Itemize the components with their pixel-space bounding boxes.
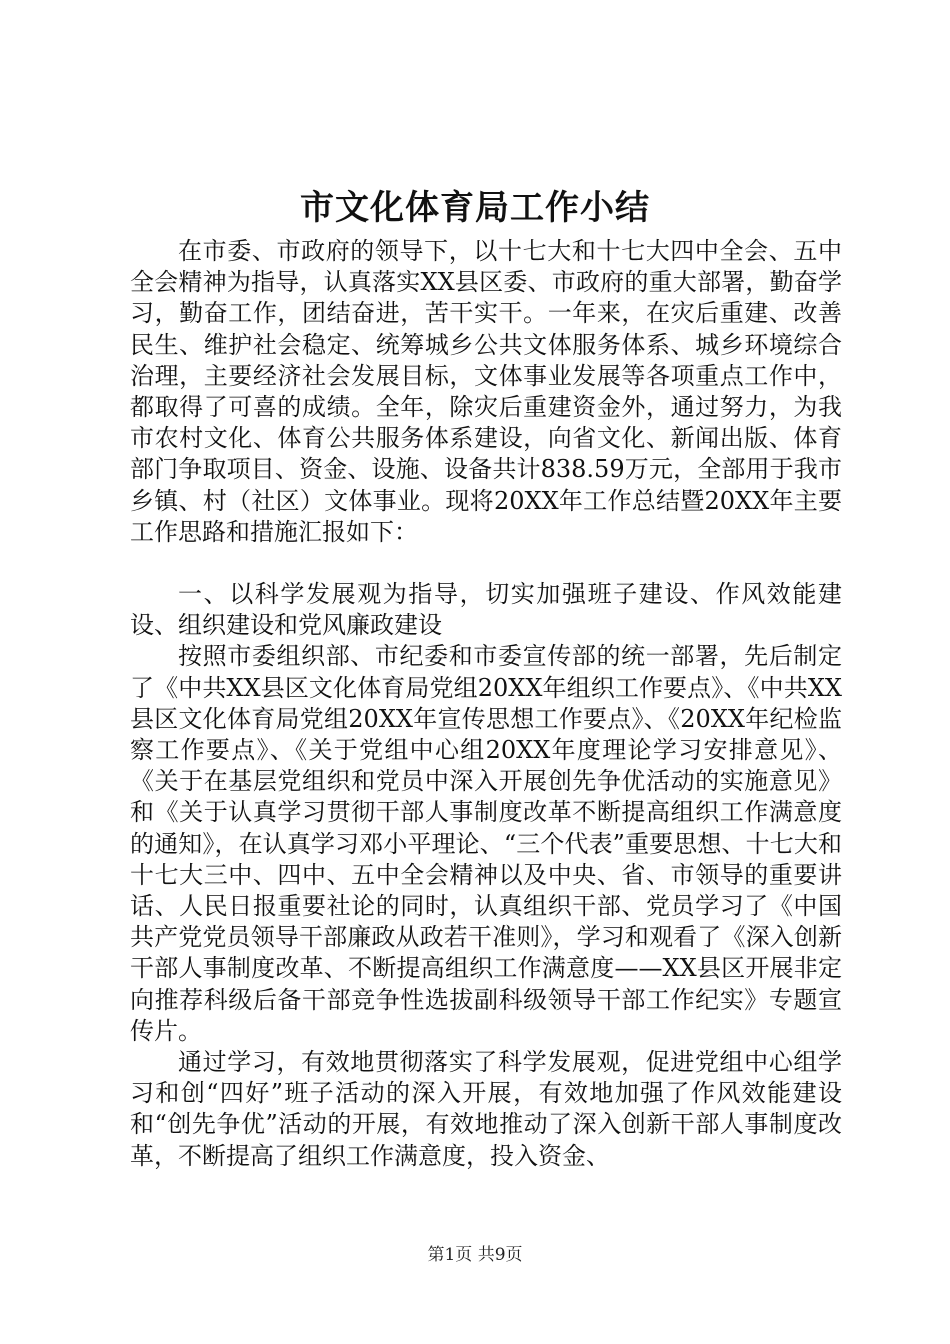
document-title: 市文化体育局工作小结	[300, 188, 650, 228]
section-heading-1: 一、以科学发展观为指导，切实加强班子建设、作风效能建设、组织建设和党风廉政建设	[130, 580, 842, 640]
paragraph-study-plan: 按照市委组织部、市纪委和市委宣传部的统一部署，先后制定了《中共XX县区文化体育局党组20XX年组织工作要点》、《中共XX县区文化体育局党组20XX年宣传思想工作要点》、《20XX年纪检监察工作要点》、《关于党组中心组20XX年度理论学习安排意见》、《关于在基层党组织和党员中深入开展创先争优活动的实施意见》和《关于认真学习贯彻干部人事制度改革不断提高组织工作满意度的通知》，在认真学习邓小平理论、“三个代表”重要思想、十七大和十七大三中、四中、五中全会精神以及中央、省、市领导的重要讲话、人民日报重要社论的同时，认真组织干部、党员学习了《中国共产党党员领导干部廉政从政若干准则》，学习和观看了《深入创新干部人事制度改革、不断提高组织工作满意度——XX县区开展非定向推荐科级后备干部竞争性选拔副科级领导干部工作纪实》专题宣传片。	[130, 642, 842, 1045]
document-body	[130, 236, 842, 1172]
paragraph-study-results: 通过学习，有效地贯彻落实了科学发展观，促进党组中心组学习和创“四好”班子活动的深入开展，有效地加强了作风效能建设和“创先争优”活动的开展，有效地推动了深入创新干部人事制度改革，不断提高了组织工作满意度，投入资金、	[130, 1048, 842, 1170]
paragraph-intro: 在市委、市政府的领导下，以十七大和十七大四中全会、五中全会精神为指导，认真落实XX县区委、市政府的重大部署，勤奋学习，勤奋工作，团结奋进，苦干实干。一年来，在灾后重建、改善民生、维护社会稳定、统筹城乡公共文体服务体系、城乡环境综合治理，主要经济社会发展目标，文体事业发展等各项重点工作中，都取得了可喜的成绩。全年，除灾后重建资金外，通过努力，为我市农村文化、体育公共服务体系建设，向省文化、新闻出版、体育部门争取项目、资金、设施、设备共计838.59万元，全部用于我市乡镇、村（社区）文体事业。现将20XX年工作总结暨20XX年主要工作思路和措施汇报如下：	[130, 237, 842, 546]
page-number-footer: 第1页 共9页	[427, 1245, 523, 1265]
